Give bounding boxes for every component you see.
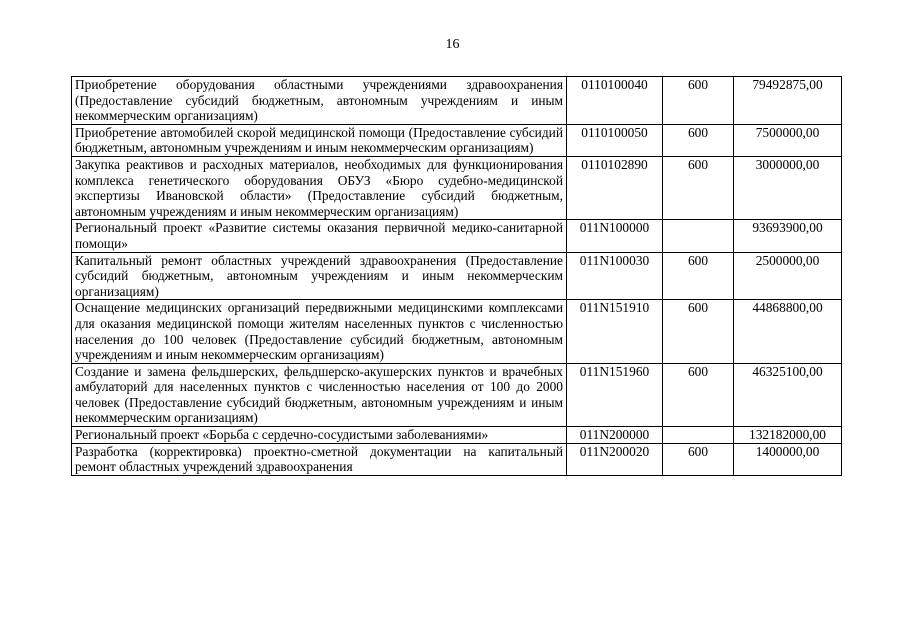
row-sum: 44868800,00: [734, 300, 842, 363]
row-code: 011N200020: [567, 443, 663, 475]
table-row: [72, 443, 842, 475]
row-sum: 93693900,00: [734, 220, 842, 252]
row-name: Региональный проект «Борьба с сердечно-сосудистыми заболеваниями»: [72, 427, 567, 444]
table-row: [72, 427, 842, 444]
table-row: [72, 363, 842, 426]
row-name: Оснащение медицинских организаций передвижными медицинскими комплексами для оказания медицинской помощи жителям населенных пунктов с численностью населения до 100 человек (Предоставление субсидий бюджетным, автономным учреждениям и иным некоммерческим организациям): [72, 300, 567, 363]
row-expense-type: 600: [663, 252, 734, 300]
table-row: [72, 252, 842, 300]
table-row: [72, 124, 842, 156]
row-code: 0110100050: [567, 124, 663, 156]
budget-table: [71, 76, 842, 476]
row-expense-type: 600: [663, 124, 734, 156]
row-expense-type: [663, 220, 734, 252]
table-row: [72, 77, 842, 125]
row-name: Создание и замена фельдшерских, фельдшерско-акушерских пунктов и врачебных амбулаторий для населенных пунктов с численностью населения от 100 до 2000 человек (Предоставление субсидий бюджетным, автономным учреждениям и иным некоммерческим организациям): [72, 363, 567, 426]
row-sum: 132182000,00: [734, 427, 842, 444]
row-name: Закупка реактивов и расходных материалов, необходимых для функционирования комплекса генетического оборудования ОБУЗ «Бюро судебно-медицинской экспертизы Ивановской области» (Предоставление субсидий бюджетным, автономным учреждениям и иным некоммерческим организациям): [72, 156, 567, 219]
row-name: Капитальный ремонт областных учреждений здравоохранения (Предоставление субсидий бюджетным, автономным учреждениям и иным некоммерческим организациям): [72, 252, 567, 300]
row-code: 011N200000: [567, 427, 663, 444]
row-code: 011N151910: [567, 300, 663, 363]
row-code: 011N151960: [567, 363, 663, 426]
row-name: Приобретение автомобилей скорой медицинской помощи (Предоставление субсидий бюджетным, автономным учреждениям и иным некоммерческим организациям): [72, 124, 567, 156]
row-sum: 2500000,00: [734, 252, 842, 300]
row-sum: 3000000,00: [734, 156, 842, 219]
row-expense-type: 600: [663, 363, 734, 426]
row-name: Региональный проект «Развитие системы оказания первичной медико-санитарной помощи»: [72, 220, 567, 252]
row-name: Разработка (корректировка) проектно-сметной документации на капитальный ремонт областных учреждений здравоохранения: [72, 443, 567, 475]
table-row: [72, 156, 842, 219]
table-row: [72, 220, 842, 252]
row-expense-type: 600: [663, 443, 734, 475]
row-code: 011N100000: [567, 220, 663, 252]
row-sum: 46325100,00: [734, 363, 842, 426]
row-expense-type: 600: [663, 77, 734, 125]
table-row: [72, 300, 842, 363]
row-sum: 79492875,00: [734, 77, 842, 125]
page-number: 16: [445, 37, 460, 52]
row-code: 011N100030: [567, 252, 663, 300]
row-expense-type: 600: [663, 300, 734, 363]
row-sum: 1400000,00: [734, 443, 842, 475]
row-code: 0110100040: [567, 77, 663, 125]
row-expense-type: [663, 427, 734, 444]
row-code: 0110102890: [567, 156, 663, 219]
row-expense-type: 600: [663, 156, 734, 219]
row-name: Приобретение оборудования областными учреждениями здравоохранения (Предоставление субсидий бюджетным, автономным учреждениям и иным некоммерческим организациям): [72, 77, 567, 125]
row-sum: 7500000,00: [734, 124, 842, 156]
